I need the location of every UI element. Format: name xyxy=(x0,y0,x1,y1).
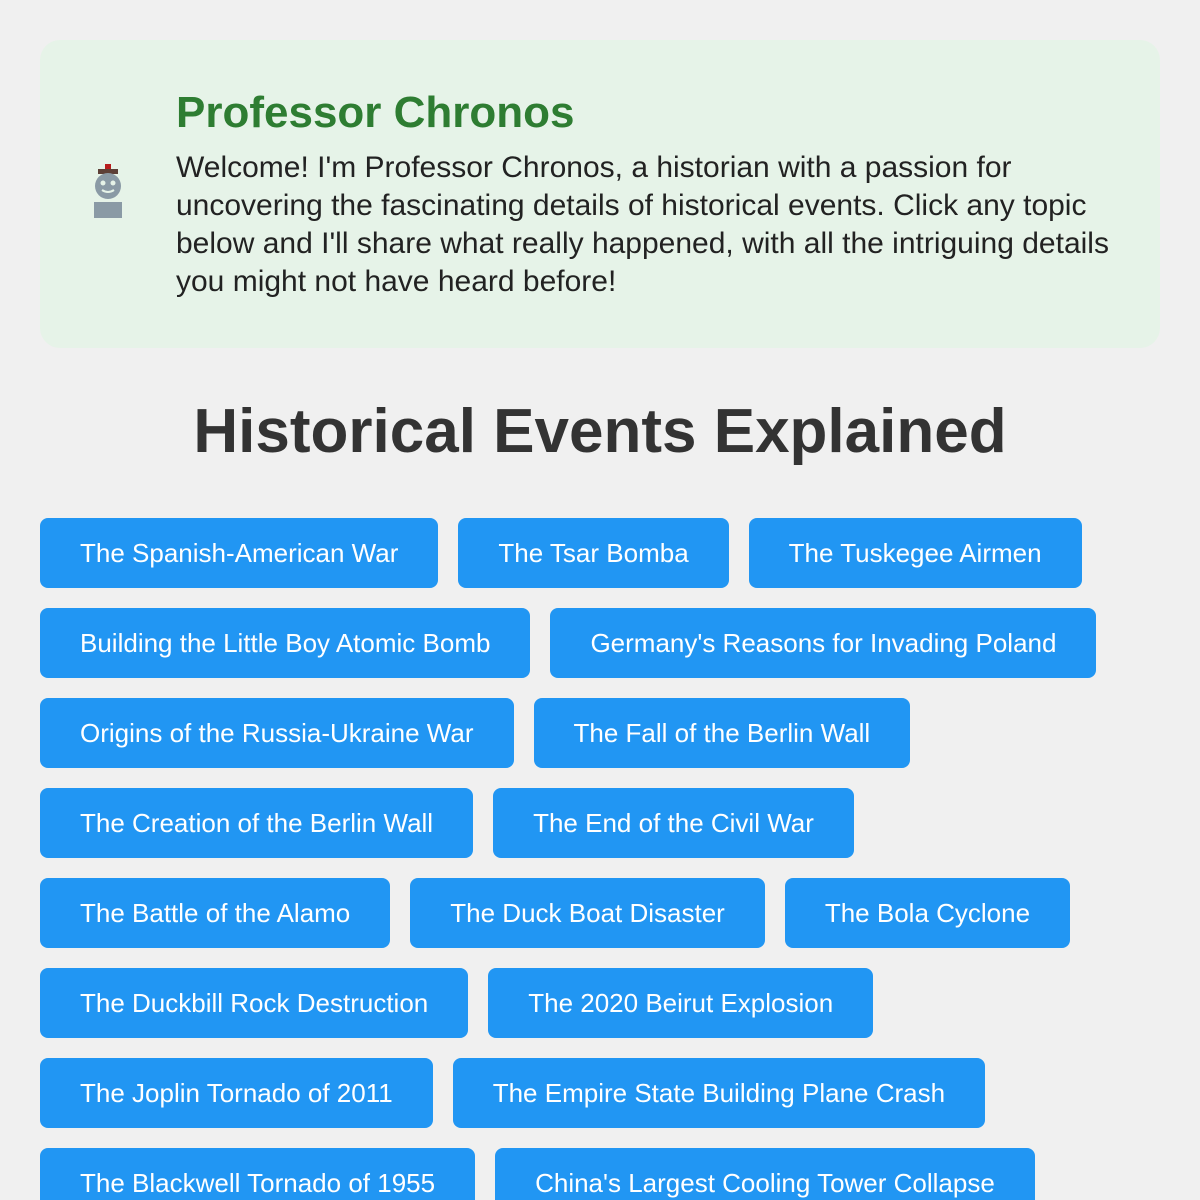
topic-button[interactable]: Origins of the Russia-Ukraine War xyxy=(40,698,514,768)
section-title: Historical Events Explained xyxy=(193,397,1007,466)
intro-text xyxy=(176,87,1120,301)
topic-button[interactable]: The Bola Cyclone xyxy=(785,878,1070,948)
topic-button[interactable]: The 2020 Beirut Explosion xyxy=(488,968,873,1038)
topic-button[interactable]: The Empire State Building Plane Crash xyxy=(453,1058,985,1128)
topic-button[interactable]: The Creation of the Berlin Wall xyxy=(40,788,473,858)
topic-button[interactable]: Building the Little Boy Atomic Bomb xyxy=(40,608,530,678)
professor-name: Professor Chronos xyxy=(176,88,575,137)
topic-button[interactable]: The Joplin Tornado of 2011 xyxy=(40,1058,433,1128)
topic-button[interactable]: The Spanish-American War xyxy=(40,518,438,588)
topic-button[interactable]: The Duck Boat Disaster xyxy=(410,878,765,948)
topic-button[interactable]: The Fall of the Berlin Wall xyxy=(534,698,911,768)
topic-button[interactable]: The Tsar Bomba xyxy=(458,518,728,588)
topic-button[interactable]: The Battle of the Alamo xyxy=(40,878,390,948)
robot-icon xyxy=(88,164,128,224)
topic-button[interactable]: The Tuskegee Airmen xyxy=(749,518,1082,588)
topic-button[interactable]: The Blackwell Tornado of 1955 xyxy=(40,1148,475,1200)
topic-button[interactable]: Germany's Reasons for Invading Poland xyxy=(550,608,1096,678)
intro-card xyxy=(40,40,1160,348)
topic-button[interactable]: China's Largest Cooling Tower Collapse xyxy=(495,1148,1035,1200)
topic-button[interactable]: The End of the Civil War xyxy=(493,788,854,858)
welcome-message: Welcome! I'm Professor Chronos, a historian with a passion for uncovering the fascinating details of historical events. Click any topic below and I'll share what really happened, with all the intriguing details you might not have heard before! xyxy=(176,151,1109,298)
topic-button[interactable]: The Duckbill Rock Destruction xyxy=(40,968,468,1038)
topic-button-list xyxy=(40,518,1160,1200)
